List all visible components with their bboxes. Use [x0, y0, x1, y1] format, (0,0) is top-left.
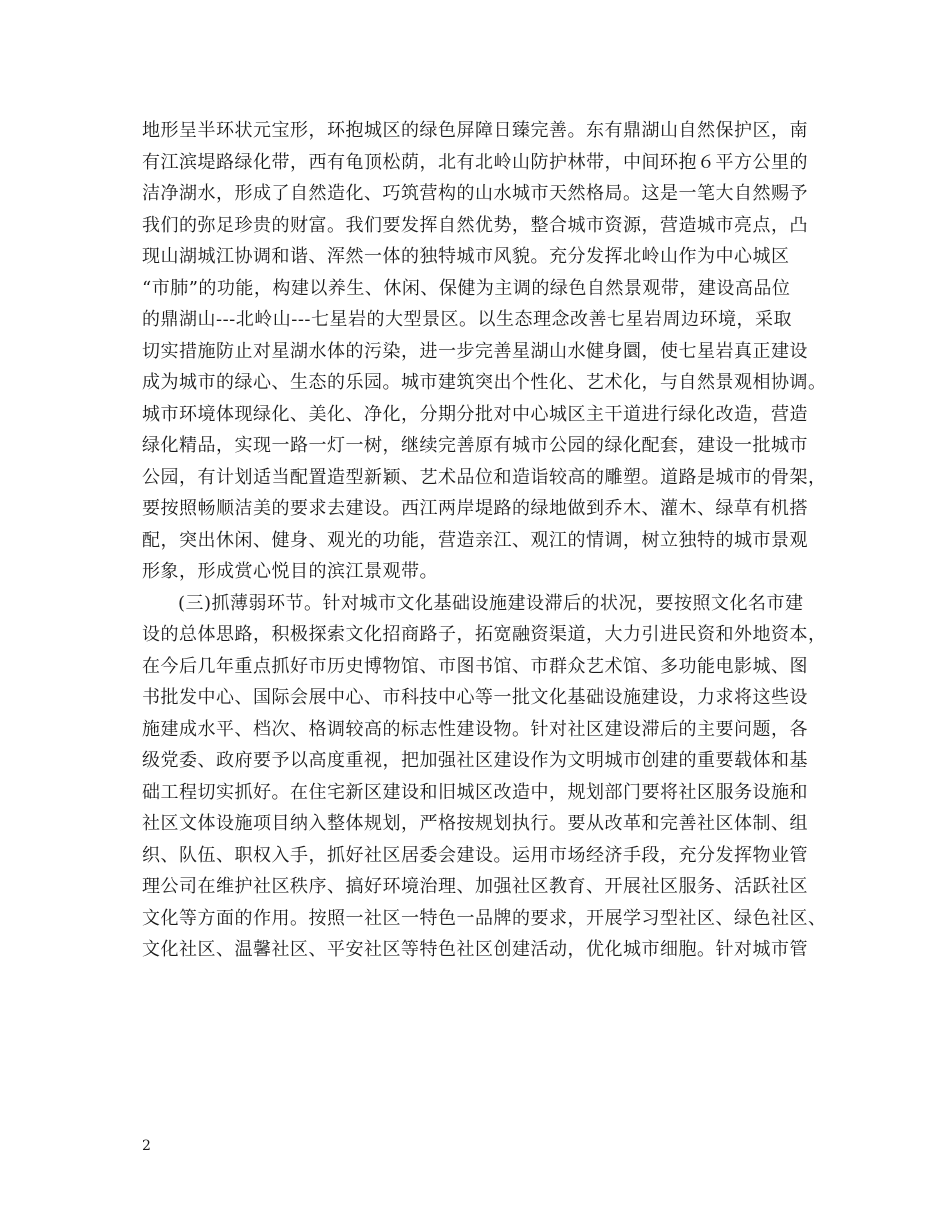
text-line: 文化等方面的作用。按照一社区一特色一品牌的要求，开展学习型社区、绿色社区、 [142, 907, 827, 929]
text-line: 书批发中心、国际会展中心、市科技中心等一批文化基础设施建设，力求将这些设 [142, 687, 808, 708]
text-line: 形象，形成赏心悦目的滨江景观带。 [142, 561, 438, 582]
text-line: 现山湖城江协调和谐、浑然一体的独特城市风貌。充分发挥北岭山作为中心城区 [142, 246, 790, 267]
body-text [142, 115, 827, 966]
text-line: 成为城市的绿心、生态的乐园。城市建筑突出个性化、艺术化，与自然景观相协调。 [142, 372, 827, 393]
text-line: 级党委、政府要予以高度重视，把加强社区建设作为文明城市创建的重要载体和基 [142, 750, 808, 771]
text-line: 设的总体思路，积极探索文化招商路子，拓宽融资渠道，大力引进民资和外地资本， [142, 624, 827, 645]
text-line: “市肺”的功能，构建以养生、休闲、保健为主调的绿色自然景观带，建设高品位 [142, 277, 791, 299]
text-line: 织、队伍、职权入手，抓好社区居委会建设。运用市场经济手段，充分发挥物业管 [142, 844, 808, 866]
paragraph-first-line: (三)抓薄弱环节。针对城市文化基础设施建设滞后的状况，要按照文化名市建 [178, 592, 804, 614]
text-line: 理公司在维护社区秩序、搞好环境治理、加强社区教育、开展社区服务、活跃社区 [142, 876, 808, 897]
text-line: 在今后几年重点抓好市历史博物馆、市图书馆、市群众艺术馆、多功能电影城、图 [142, 655, 808, 677]
text-line: 施建成水平、档次、格调较高的标志性建设物。针对社区建设滞后的主要问题，各 [142, 718, 808, 740]
text-line: 绿化精品，实现一路一灯一树，继续完善原有城市公园的绿化配套，建设一批城市 [142, 435, 808, 456]
text-line: 社区文体设施项目纳入整体规划，严格按规划执行。要从改革和完善社区体制、组 [142, 813, 808, 834]
text-line: 我们的弥足珍贵的财富。我们要发挥自然优势，整合城市资源，营造城市亮点，凸 [142, 214, 808, 236]
page-number: 2 [142, 1138, 151, 1154]
text-line: 文化社区、温馨社区、平安社区等特色社区创建活动，优化城市细胞。针对城市管 [142, 939, 808, 960]
text-line: 的鼎湖山---北岭山---七星岩的大型景区。以生态理念改善七星岩周边环境，采取 [142, 309, 792, 330]
text-line: 配，突出休闲、健身、观光的功能，营造亲江、观江的情调，树立独特的城市景观 [142, 529, 808, 551]
text-line: 础工程切实抓好。在住宅新区建设和旧城区改造中，规划部门要将社区服务设施和 [142, 781, 808, 803]
text-line: 地形呈半环状元宝形，环抱城区的绿色屏障日臻完善。东有鼎湖山自然保护区，南 [142, 120, 808, 141]
text-line: 切实措施防止对星湖水体的污染，进一步完善星湖山水健身圜，使七星岩真正建设 [142, 340, 808, 362]
text-line: 要按照畅顺洁美的要求去建设。西江两岸堤路的绿地做到乔木、灌木、绿草有机搭 [142, 498, 808, 519]
text-line: 城市环境体现绿化、美化、净化，分期分批对中心城区主干道进行绿化改造，营造 [142, 403, 808, 425]
text-line: 有江滨堤路绿化带，西有龟顶松荫，北有北岭山防护林带，中间环抱６平方公里的 [142, 151, 808, 173]
text-line: 洁净湖水，形成了自然造化、巧筑营构的山水城市天然格局。这是一笔大自然赐予 [142, 183, 808, 204]
text-line: 公园，有计划适当配置造型新颖、艺术品位和造诣较高的雕塑。道路是城市的骨架， [142, 466, 827, 488]
